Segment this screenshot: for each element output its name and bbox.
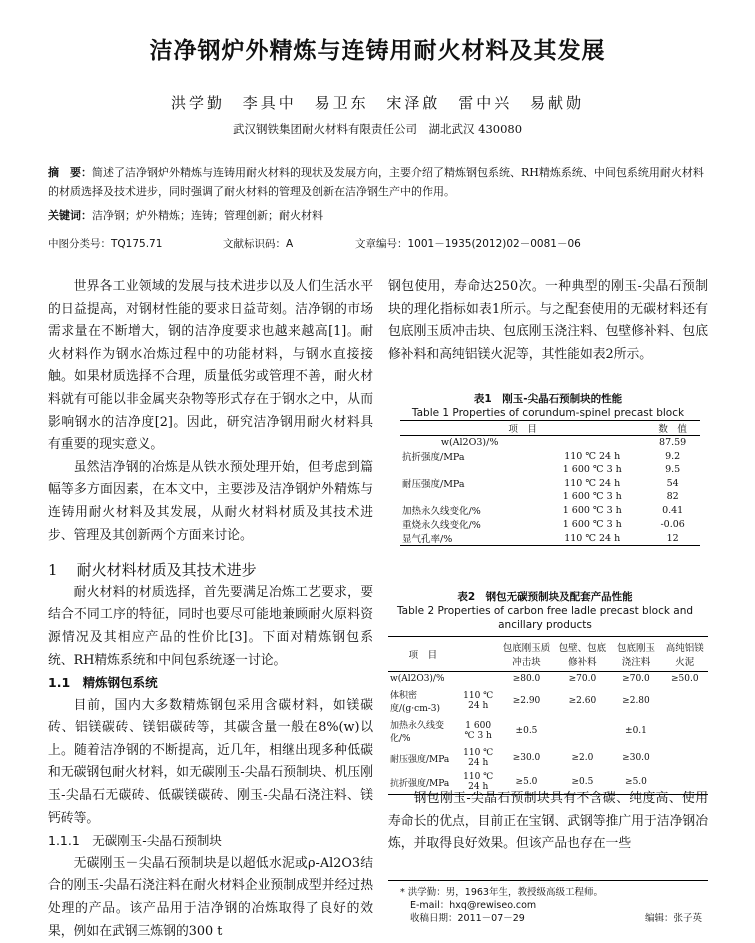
abstract-label: 摘 要： xyxy=(48,166,92,179)
abstract xyxy=(48,163,713,201)
table-cell: 87.59 xyxy=(659,437,687,448)
table-header-cell: 包底刚玉浇注料 xyxy=(616,643,655,668)
table-cell: 体积密度/(g·cm-3) xyxy=(390,691,441,714)
table2-caption xyxy=(380,590,710,632)
table-cell: w(Al2O3)/% xyxy=(440,437,499,448)
table-cell: ≥5.0 xyxy=(515,777,538,787)
table-cell: ≥2.80 xyxy=(622,696,650,706)
table-cell: 110 ℃ 24 h xyxy=(564,477,621,489)
table-cell xyxy=(539,436,645,450)
table-2 xyxy=(388,636,708,795)
affiliation: 武汉钢铁集团耐火材料有限责任公司 湖北武汉 430080 xyxy=(232,122,523,136)
table-cell: 加热永久线变化/% xyxy=(402,506,481,517)
table-1 xyxy=(400,420,700,546)
table-cell: ≥70.0 xyxy=(622,674,650,684)
footnote-rule xyxy=(388,880,708,881)
table-cell: 54 xyxy=(666,477,679,489)
table-row xyxy=(388,716,708,746)
table-cell: 显气孔率/% xyxy=(402,534,453,545)
subsubsection-heading: 1.1.1 无碳刚玉-尖晶石预制块 xyxy=(48,833,222,849)
footnote xyxy=(400,886,603,925)
table1-caption xyxy=(388,392,708,420)
table-header-cell: 高纯铝镁火泥 xyxy=(665,643,704,668)
body-paragraph: 虽然洁净钢的冶炼是从铁水预处理开始，但考虑到篇幅等多方面因素，在本文中，主要涉及洁净钢炉外精炼与连铸用耐火材料及其发展，从耐火材料材质及其技术进步、管理及其创新两个方面来讨论。 xyxy=(48,459,373,543)
table-cell: 110 ℃ 24 h xyxy=(463,772,494,792)
author: 易卫东 xyxy=(314,94,369,112)
section-title: 耐火材料材质及其技术进步 xyxy=(76,561,257,580)
subsection-heading: 1.1 精炼钢包系统 xyxy=(48,675,158,691)
editor-note: 编辑：张子英 xyxy=(645,913,703,924)
table-row xyxy=(400,490,700,503)
section-heading xyxy=(48,559,373,582)
table-cell: 1 600 ℃ 3 h xyxy=(562,518,622,530)
author-list xyxy=(0,92,755,113)
table-cell: 1 600 ℃ 3 h xyxy=(562,464,622,475)
table-cell: w(Al2O3)/% xyxy=(390,674,445,684)
body-paragraph: 世界各工业领域的发展与技术进步以及人们生活水平的日益提高，对钢材性能的要求日益苛刻。洁净钢的市场需求量在不断增大，钢的洁净度要求也越来越高[1]。耐火材料作为钢水冶炼过程中的功能材料，与钢水直接接触。如果材质选择不合理，质量低劣或管理不善，耐火材料就有可能以非金属夹杂物等形式存在于钢水之中，从而影响钢水的洁净度[2]。因此，研究洁净钢用耐火材料具有重要的现实意义。 xyxy=(48,279,373,453)
table-cell: 9.2 xyxy=(665,450,681,462)
document-code: 文献标识码：A xyxy=(223,238,294,250)
keywords xyxy=(48,207,323,223)
table-header-cell: 项 目 xyxy=(508,424,537,435)
table-cell: ≥2.0 xyxy=(571,753,594,763)
table-row xyxy=(388,746,708,770)
table-cell: 重烧永久线变化/% xyxy=(402,520,481,531)
table-cell: ≥30.0 xyxy=(512,753,541,763)
table2-caption-en: Table 2 Properties of carbon free ladle precast block and ancillary products xyxy=(396,605,694,631)
keywords-label: 关键词： xyxy=(48,209,92,222)
table-cell: 0.41 xyxy=(662,504,684,516)
table-header-cell: 数 值 xyxy=(658,424,687,435)
abstract-text: 简述了洁净钢炉外精炼与连铸用耐火材料的现状及发展方向，主要介绍了精炼钢包系统、RH精炼系统、中间包系统用耐火材料的材质选择及技术进步，同时强调了耐火材料的管理及创新在洁净钢生产中的作用。 xyxy=(48,166,704,198)
table-row xyxy=(400,517,700,531)
table-cell: ≥80.0 xyxy=(512,674,541,684)
table-row xyxy=(388,672,708,687)
table-cell: 加热永久线变化/% xyxy=(390,721,445,744)
table-cell: 抗折强度/MPa xyxy=(390,778,450,789)
table-cell: 12 xyxy=(666,532,679,544)
body-paragraph: 无碳刚玉－尖晶石预制块是以超低水泥或ρ-Al2O3结合的刚玉-尖晶石浇注料在耐火材料企业预制成型并经过热处理的产品。该产品用于洁净钢的冶炼取得了良好的效果，例如在武钢三炼钢的300 t xyxy=(48,855,373,939)
table-row xyxy=(400,463,700,476)
table-cell: ≥2.60 xyxy=(568,696,597,706)
table-row xyxy=(400,449,700,463)
table-cell: ≥5.0 xyxy=(625,777,647,787)
author: 宋泽啟 xyxy=(386,94,441,112)
table-cell xyxy=(400,463,539,476)
table-cell xyxy=(554,716,610,746)
right-column xyxy=(388,276,708,366)
author-bio: * 洪学勤：男，1963年生，教授级高级工程师。 xyxy=(400,887,603,898)
author: 洪学勤 xyxy=(171,94,226,112)
clc-number: 中图分类号：TQ175.71 xyxy=(48,238,163,250)
table-cell: 1 600 ℃ 3 h xyxy=(562,504,622,516)
article-number: 文章编号：1001－1935(2012)02－0081－06 xyxy=(355,238,581,250)
table-cell: 110 ℃ 24 h xyxy=(564,532,621,544)
paper-title: 洁净钢炉外精炼与连铸用耐火材料及其发展 xyxy=(149,37,606,64)
body-paragraph: 耐火材料的材质选择，首先要满足冶炼工艺要求，要结合不同工序的特征，同时也要尽可能地兼顾耐火原料资源情况及其相应产品的性价比[3]。下面对精炼钢包系统、RH精炼系统和中间包系统逐一讨论。 xyxy=(48,584,373,668)
table-row xyxy=(400,436,700,450)
table-cell xyxy=(458,672,499,687)
author-email: E-mail：hxq@rewiseo.com xyxy=(410,900,537,911)
table-row xyxy=(400,531,700,546)
table-header-cell xyxy=(458,637,499,672)
table-header-cell: 项 目 xyxy=(408,650,438,661)
author: 李具中 xyxy=(242,94,297,112)
received-date: 收稿日期：2011－07－29 xyxy=(410,913,525,924)
left-column xyxy=(48,276,373,943)
table-cell: 1 600 ℃ 3 h xyxy=(562,491,622,502)
table-cell: 82 xyxy=(666,491,679,502)
body-paragraph: 钢包使用，寿命达250次。一种典型的刚玉-尖晶石预制块的理化指标如表1所示。与之配套使用的无碳材料还有包底刚玉质冲击块、包底刚玉浇注料、包壁修补料、包底修补料和高纯铝镁火泥等，其性能如表2所示。 xyxy=(388,279,708,362)
table-cell: 110 ℃ 24 h xyxy=(463,748,494,768)
table-cell: ≥30.0 xyxy=(622,753,650,763)
author: 雷中兴 xyxy=(458,94,513,112)
table-cell: ≥2.90 xyxy=(512,696,541,706)
table-cell: ±0.1 xyxy=(625,726,647,736)
table-cell xyxy=(662,686,708,716)
table-cell: ≥0.5 xyxy=(571,777,594,787)
table1-caption-en: Table 1 Properties of corundum-spinel precast block xyxy=(411,407,685,419)
table-cell: ≥50.0 xyxy=(670,674,699,684)
table-row xyxy=(400,503,700,517)
table-cell: 1 600 ℃ 3 h xyxy=(464,721,492,741)
table-header-cell: 包壁、包底修补料 xyxy=(558,643,607,668)
table-row xyxy=(400,476,700,490)
table-row xyxy=(388,686,708,716)
table-cell: ±0.5 xyxy=(515,726,538,736)
table-cell: 9.5 xyxy=(665,464,681,475)
table-cell: 110 ℃ 24 h xyxy=(564,450,621,462)
table-cell: ≥70.0 xyxy=(568,674,597,684)
table-cell xyxy=(662,716,708,746)
table-cell: 耐压强度/MPa xyxy=(402,479,465,490)
table-cell: 抗折强度/MPa xyxy=(402,452,465,463)
table-header-cell: 包底刚玉质冲击块 xyxy=(502,643,551,668)
table-cell: 耐压强度/MPa xyxy=(390,754,450,765)
table1-caption-cn: 表1 刚玉-尖晶石预制块的性能 xyxy=(473,393,623,405)
table2-caption-cn: 表2 钢包无碳预制块及配套产品性能 xyxy=(457,591,633,603)
keywords-text: 洁净钢；炉外精炼；连铸；管理创新；耐火材料 xyxy=(92,209,323,222)
table-cell xyxy=(662,746,708,770)
section-number: 1 xyxy=(48,561,58,580)
right-column-continued xyxy=(388,788,708,856)
body-paragraph: 目前，国内大多数精炼钢包采用含碳材料，如镁碳砖、铝镁碳砖、镁铝碳砖等，其碳含量一般在8%(w)以上。随着洁净钢的不断提高，近几年，相继出现多种低碳和无碳钢包耐火材料，如无碳刚玉-尖晶石预制块、机压刚玉-尖晶石无碳砖、低碳镁碳砖、刚玉-尖晶石浇注料、镁钙砖等。 xyxy=(48,697,373,826)
table-cell xyxy=(400,490,539,503)
table-cell: 110 ℃ 24 h xyxy=(463,691,494,711)
body-paragraph: 钢包刚玉-尖晶石预制块具有不含碳、纯度高、使用寿命长的优点，目前正在宝钢、武钢等推广用于洁净钢冶炼，并取得良好效果。但该产品也存在一些 xyxy=(388,791,708,852)
table-cell: -0.06 xyxy=(660,518,685,530)
author: 易献勋 xyxy=(529,94,584,112)
